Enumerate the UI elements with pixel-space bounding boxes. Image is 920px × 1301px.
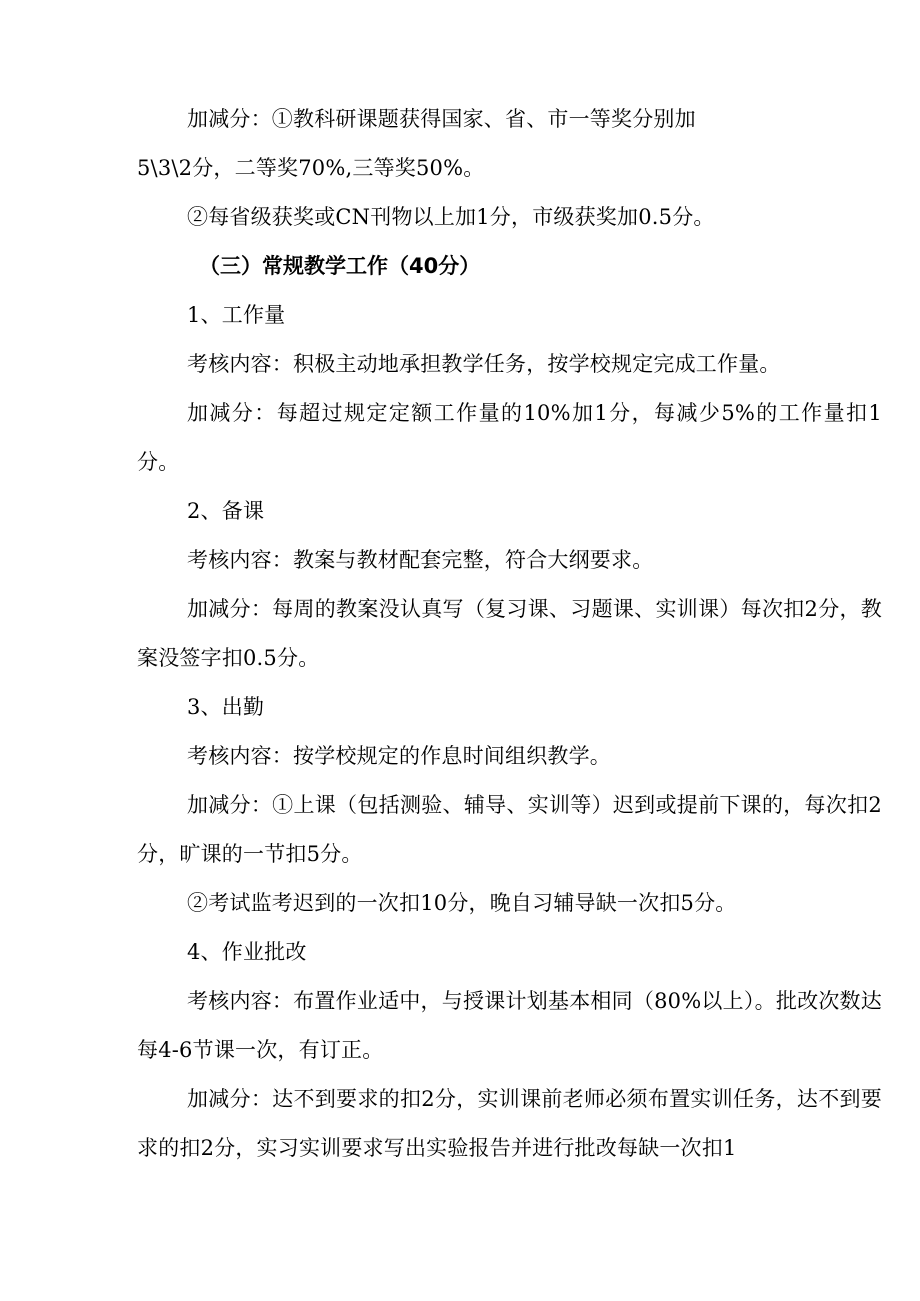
paragraph-homework-scoring: 加减分：达不到要求的扣2分，实训课前老师必须布置实训任务，达不到要求的扣2分，实习实训要求写出实验报告并进行批改每缺一次扣1 xyxy=(137,1087,882,1160)
paragraph-lesson-prep-scoring: 加减分：每周的教案没认真写（复习课、习题课、实训课）每次扣2分，教案没签字扣0.5分。 xyxy=(137,597,882,670)
paragraph-lesson-prep-content: 考核内容：教案与教材配套完整，符合大纲要求。 xyxy=(187,548,654,572)
subheading-attendance: 3、出勤 xyxy=(187,695,265,719)
subheading-homework: 4、作业批改 xyxy=(187,940,307,964)
paragraph-homework-content: 考核内容：布置作业适中，与授课计划基本相同（80%以上）。批改次数达每4-6节课一次，有订正。 xyxy=(137,989,882,1062)
paragraph-workload-content: 考核内容：积极主动地承担教学任务，按学校规定完成工作量。 xyxy=(187,352,781,376)
paragraph-research-awards: 加减分：①教科研课题获得国家、省、市一等奖分别加5\3\2分，二等奖70%,三等奖50%。 xyxy=(137,107,696,180)
paragraph-provincial-awards: ②每省级获奖或CN刊物以上加1分，市级获奖加0.5分。 xyxy=(187,205,715,229)
paragraph-workload-scoring: 加减分：每超过规定定额工作量的10%加1分，每减少5%的工作量扣1分。 xyxy=(137,401,882,474)
paragraph-attendance-content: 考核内容：按学校规定的作息时间组织教学。 xyxy=(187,744,611,768)
subheading-lesson-prep: 2、备课 xyxy=(187,499,265,523)
paragraph-attendance-scoring: 加减分：①上课（包括测验、辅导、实训等）迟到或提前下课的，每次扣2分，旷课的一节扣5分。 xyxy=(137,793,882,866)
section-heading-routine-teaching: （三）常规教学工作（40分） xyxy=(199,254,481,278)
paragraph-exam-invigilation: ②考试监考迟到的一次扣10分，晚自习辅导缺一次扣5分。 xyxy=(187,891,737,915)
subheading-workload: 1、工作量 xyxy=(187,303,286,327)
